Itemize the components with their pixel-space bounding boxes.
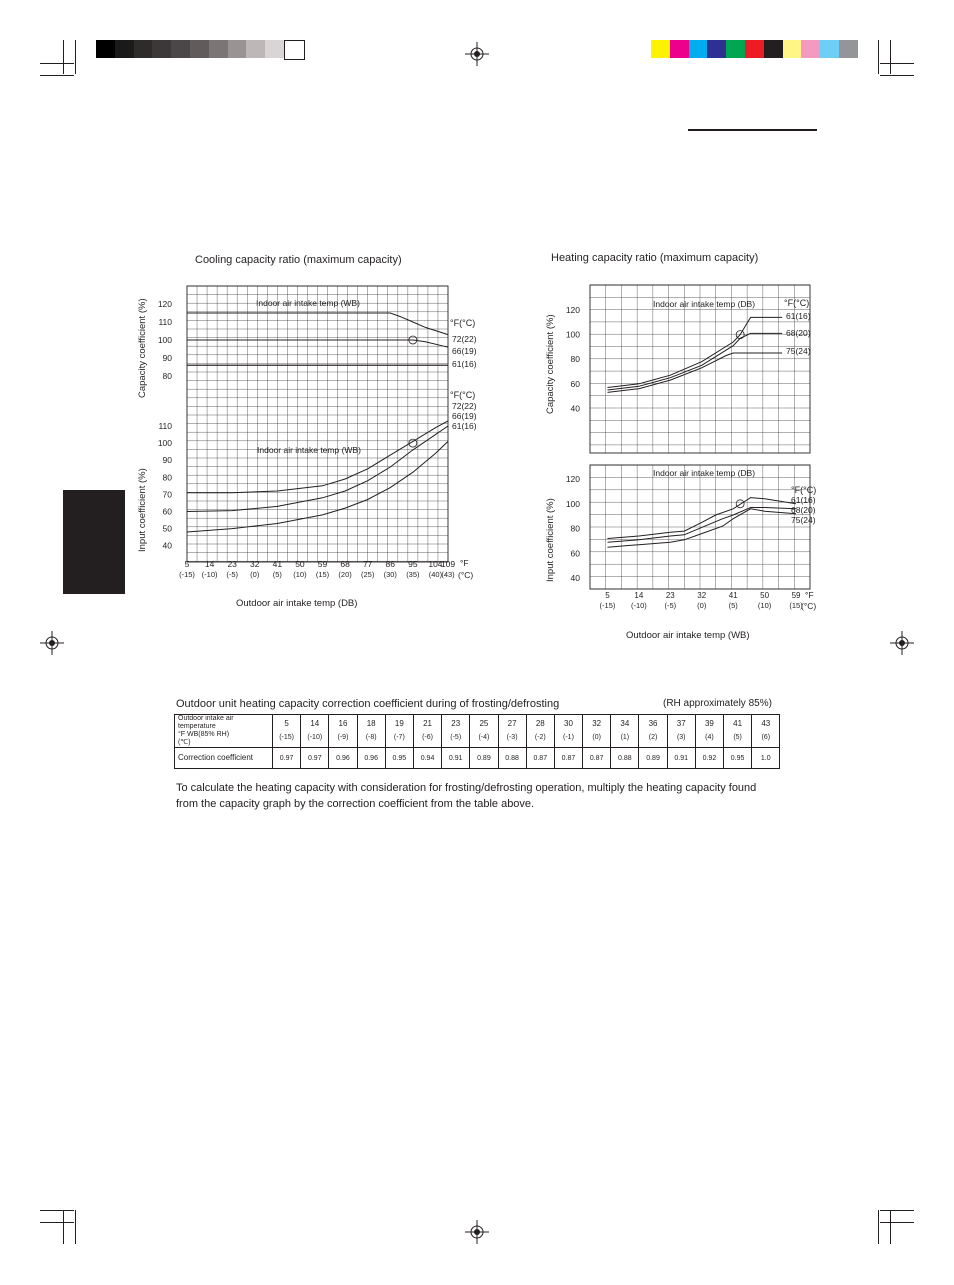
temperature-cell — [301, 715, 329, 748]
registration-target-icon — [465, 1220, 489, 1244]
x-tick-label-f: 109 — [440, 559, 456, 569]
crop-mark — [890, 40, 891, 74]
x-tick-label-c: (0) — [697, 601, 707, 610]
heating-input-note: Indoor air intake temp (DB) — [653, 468, 756, 478]
coefficient-cell: 0.89 — [470, 748, 498, 769]
heating-capacity-ylabel: Capacity coefficient (%) — [545, 314, 556, 414]
heating-input-ylabel: Input coefficient (%) — [545, 498, 556, 582]
x-tick-label-f: 68 — [340, 559, 350, 569]
input-series-line — [608, 508, 797, 543]
x-tick-label-f: 14 — [204, 559, 215, 569]
temp-c: (-15) — [279, 734, 294, 741]
temperature-cell — [498, 715, 526, 748]
temperature-cell — [695, 715, 723, 748]
header-line: Outdoor intake air — [178, 715, 234, 722]
heating-capacity-unit: °F(°C) — [784, 298, 810, 308]
x-tick-label-f: 50 — [295, 559, 305, 569]
table-row — [175, 715, 780, 748]
x-tick-label-f: 32 — [697, 591, 707, 600]
crop-mark — [880, 75, 914, 76]
header-line: temperature — [178, 723, 216, 730]
gray-swatch — [209, 40, 228, 58]
coefficient-cell: 0.96 — [329, 748, 357, 769]
coefficient-cell: 0.96 — [357, 748, 385, 769]
gray-swatch — [190, 40, 209, 58]
gray-swatch — [265, 40, 284, 58]
temp-f: 30 — [564, 719, 573, 728]
y-tick-label: 60 — [162, 506, 172, 517]
x-tick-label-f: 86 — [385, 559, 396, 569]
correction-table-title: Outdoor unit heating capacity correction coefficient during of frosting/defrosting — [176, 698, 560, 710]
gray-swatch — [115, 40, 134, 58]
x-tick-label-c: (-10) — [201, 570, 218, 579]
x-tick-label-c: (40) — [428, 570, 443, 579]
temperature-cell — [724, 715, 752, 748]
coefficient-cell: 0.91 — [667, 748, 695, 769]
temp-c: (3) — [676, 734, 686, 741]
temp-f: 21 — [423, 719, 432, 728]
capacity-series-label: 61(16) — [786, 311, 811, 321]
cooling-chart-title: Cooling capacity ratio (maximum capacity) — [195, 254, 402, 266]
crop-mark — [878, 1210, 879, 1244]
crop-mark — [880, 1222, 914, 1223]
temp-c: (-1) — [563, 734, 574, 741]
coefficient-cell: 0.87 — [554, 748, 582, 769]
y-tick-label: 80 — [162, 472, 172, 483]
temp-f: 28 — [535, 719, 545, 728]
temp-f: 37 — [676, 719, 686, 728]
crop-mark — [63, 1210, 64, 1244]
y-tick-label: 50 — [162, 523, 172, 534]
y-tick-label: 90 — [162, 455, 172, 466]
x-tick-label-f: 41 — [728, 591, 738, 600]
temp-f: 18 — [366, 719, 376, 728]
explanation-paragraph: To calculate the heating capacity with consideration for frosting/defrosting operation, multiply the heating capacity found from the capacity graph by the correction coefficient from the table above. — [176, 782, 757, 810]
y-tick-label: 60 — [570, 548, 580, 559]
gray-swatch — [228, 40, 247, 58]
x-tick-label-c: (35) — [406, 570, 420, 579]
y-tick-label: 40 — [162, 540, 172, 551]
x-tick-label-f: 23 — [665, 591, 675, 600]
cooling-input-note: Indoor air intake temp (WB) — [257, 445, 361, 455]
table-row — [175, 748, 780, 769]
capacity-series-label: 75(24) — [786, 346, 811, 356]
header-rule — [688, 129, 817, 131]
input-series-label: 61(16) — [791, 495, 816, 505]
temp-f: 43 — [761, 719, 771, 728]
temperature-cell — [752, 715, 780, 748]
temp-f: 27 — [507, 719, 517, 728]
registration-target-icon — [40, 631, 64, 655]
x-tick-label-c: (30) — [383, 570, 397, 579]
crop-mark — [878, 40, 879, 74]
x-tick-label-c: (5) — [272, 570, 282, 579]
gray-swatch — [152, 40, 171, 58]
y-tick-label: 40 — [570, 403, 580, 414]
crop-mark — [890, 1210, 891, 1244]
temperature-cell — [357, 715, 385, 748]
x-tick-label-c: (-5) — [664, 601, 677, 610]
temperature-cell — [413, 715, 441, 748]
coefficient-cell: 0.89 — [639, 748, 667, 769]
crop-mark — [40, 1222, 74, 1223]
x-tick-label-f: 59 — [791, 591, 801, 600]
crop-mark — [40, 63, 74, 64]
color-swatch — [726, 40, 745, 58]
y-tick-label: 100 — [157, 438, 172, 449]
y-tick-label: 70 — [162, 489, 172, 500]
crop-mark — [40, 75, 74, 76]
input-series-label: 72(22) — [452, 401, 477, 411]
coefficient-cell: 1.0 — [752, 748, 780, 769]
gray-swatch — [96, 40, 115, 58]
temp-c: (6) — [761, 734, 771, 741]
x-tick-label-f: 23 — [227, 559, 237, 569]
input-series-label: 68(20) — [791, 505, 816, 515]
cooling-input-ylabel: Input coefficient (%) — [137, 468, 148, 552]
capacity-series-line — [608, 333, 783, 390]
cooling-xlabel: Outdoor air intake temp (DB) — [236, 598, 358, 609]
temp-c: (1) — [620, 734, 630, 741]
coefficient-cell: 0.92 — [695, 748, 723, 769]
x-tick-label-c: (10) — [757, 601, 772, 610]
crop-mark — [40, 1210, 74, 1211]
temp-c: (-7) — [393, 734, 405, 741]
temp-c: (-6) — [422, 734, 433, 741]
x-tick-label-c: (5) — [728, 601, 738, 610]
heating-input-unit: °F(°C) — [791, 485, 817, 495]
heating-xlabel: Outdoor air intake temp (WB) — [626, 630, 750, 641]
header-line: °F WB(85% RH) — [178, 731, 230, 738]
color-swatch — [801, 40, 820, 58]
cooling-x-unit-f: °F — [460, 558, 469, 568]
color-swatch — [764, 40, 783, 58]
x-tick-label-c: (-5) — [226, 570, 239, 579]
heating-x-unit-c: (°C) — [801, 601, 817, 611]
x-tick-label-c: (10) — [293, 570, 307, 579]
temp-f: 32 — [592, 719, 602, 728]
temp-c: (5) — [733, 734, 742, 741]
color-swatch — [707, 40, 726, 58]
y-tick-label: 110 — [158, 421, 172, 431]
registration-target-icon — [465, 42, 489, 66]
capacity-series-label: 66(19) — [452, 346, 477, 356]
y-tick-label: 40 — [570, 573, 580, 584]
color-swatch — [651, 40, 670, 58]
input-series-label: 61(16) — [452, 421, 477, 431]
y-tick-label: 110 — [158, 317, 172, 327]
gray-swatch — [246, 40, 265, 58]
temp-c: (-8) — [365, 734, 377, 741]
crop-mark — [880, 1210, 914, 1211]
heating-capacity-note: Indoor air intake temp (DB) — [653, 299, 756, 309]
y-tick-label: 100 — [157, 335, 172, 345]
cooling-x-unit-c: (°C) — [458, 570, 474, 580]
x-tick-label-f: 41 — [272, 559, 283, 569]
temp-c: (-10) — [307, 734, 323, 741]
color-swatch — [670, 40, 689, 58]
temp-f: 25 — [479, 719, 489, 728]
x-tick-label-f: 5 — [184, 559, 190, 569]
temp-c: (0) — [592, 734, 601, 741]
temp-f: 36 — [648, 719, 658, 728]
cooling-input-unit: °F(°C) — [450, 390, 476, 400]
gray-swatch — [284, 40, 305, 60]
temp-c: (4) — [705, 734, 714, 741]
gray-swatch — [171, 40, 190, 58]
heating-chart-title: Heating capacity ratio (maximum capacity) — [551, 252, 759, 264]
input-series-label: 75(24) — [791, 515, 816, 525]
coefficient-cell: 0.87 — [526, 748, 554, 769]
temp-f: 5 — [284, 719, 289, 728]
coefficient-cell: 0.91 — [442, 748, 470, 769]
x-tick-label-f: 32 — [250, 559, 260, 569]
color-swatch — [839, 40, 858, 58]
crop-mark — [63, 40, 64, 74]
coefficient-cell: 0.88 — [611, 748, 639, 769]
capacity-series-label: 72(22) — [452, 334, 477, 344]
temp-f: 23 — [451, 719, 461, 728]
x-tick-label-c: (0) — [250, 570, 260, 579]
x-tick-label-f: 5 — [605, 591, 610, 600]
x-tick-label-f: 50 — [760, 591, 770, 600]
registration-target-icon — [890, 631, 914, 655]
temperature-cell — [470, 715, 498, 748]
cooling-capacity-note: Indoor air intake temp (WB) — [256, 298, 360, 308]
coefficient-cell: 0.87 — [583, 748, 611, 769]
temperature-cell — [329, 715, 357, 748]
capacity-series-label: 61(16) — [452, 359, 477, 369]
cooling-capacity-ylabel: Capacity coefficient (%) — [137, 298, 148, 398]
y-tick-label: 90 — [162, 353, 172, 363]
y-tick-label: 80 — [570, 523, 580, 534]
color-swatch — [783, 40, 802, 58]
temp-f: 34 — [620, 719, 630, 728]
temperature-cell — [273, 715, 301, 748]
temp-f: 39 — [704, 719, 714, 728]
heating-x-unit-f: °F — [805, 590, 814, 600]
coefficient-cell: 0.95 — [385, 748, 413, 769]
temperature-cell — [639, 715, 667, 748]
y-tick-label: 120 — [565, 305, 580, 315]
table-header-cell — [175, 715, 273, 748]
x-tick-label-c: (-15) — [179, 570, 195, 579]
temperature-cell — [442, 715, 470, 748]
x-tick-label-c: (15) — [315, 570, 330, 579]
color-swatch — [689, 40, 708, 58]
capacity-series-line — [608, 317, 783, 387]
temperature-cell — [526, 715, 554, 748]
y-tick-label: 120 — [157, 299, 172, 309]
gray-swatch — [134, 40, 153, 58]
y-tick-label: 120 — [565, 474, 580, 484]
coefficient-cell: 0.97 — [273, 748, 301, 769]
crop-mark — [880, 63, 914, 64]
temp-f: 19 — [394, 719, 404, 728]
temp-c: (-5) — [450, 734, 462, 741]
temperature-cell — [611, 715, 639, 748]
color-swatch — [820, 40, 839, 58]
y-tick-label: 80 — [570, 354, 580, 365]
x-tick-label-c: (25) — [361, 570, 375, 579]
temperature-cell — [385, 715, 413, 748]
y-tick-label: 100 — [565, 498, 580, 509]
x-tick-label-f: 14 — [634, 591, 644, 600]
x-tick-label-f: 95 — [408, 559, 418, 569]
coefficient-cell: 0.97 — [301, 748, 329, 769]
x-tick-label-c: (-15) — [599, 601, 616, 610]
temp-c: (-9) — [337, 734, 349, 741]
temp-f: 16 — [338, 719, 348, 728]
input-series-line — [608, 498, 797, 539]
temperature-cell — [667, 715, 695, 748]
crop-mark — [75, 40, 76, 74]
x-tick-label-c: (43) — [441, 570, 455, 579]
header-line: (℃) — [178, 739, 191, 746]
cooling-capacity-chart — [130, 282, 490, 612]
table-header-cell: Correction coefficient — [175, 748, 273, 769]
temp-c: (-3) — [506, 734, 518, 741]
capacity-series-label: 68(20) — [786, 328, 811, 338]
temperature-cell — [583, 715, 611, 748]
crop-mark — [75, 1210, 76, 1244]
temperature-cell — [554, 715, 582, 748]
side-tab — [63, 490, 125, 594]
correction-coefficient-table — [174, 714, 780, 769]
temp-c: (-4) — [478, 734, 490, 741]
temp-f: 14 — [310, 719, 320, 728]
color-swatch — [745, 40, 764, 58]
temp-c: (-2) — [534, 734, 546, 741]
y-tick-label: 60 — [570, 378, 580, 389]
y-tick-label: 80 — [162, 371, 172, 381]
coefficient-cell: 0.88 — [498, 748, 526, 769]
cooling-capacity-unit: °F(°C) — [450, 318, 476, 328]
x-tick-label-c: (20) — [338, 570, 352, 579]
x-tick-label-f: 77 — [362, 559, 373, 569]
y-tick-label: 100 — [565, 329, 580, 340]
input-series-label: 66(19) — [452, 411, 477, 421]
temp-c: (2) — [648, 734, 658, 741]
correction-table-note: (RH approximately 85%) — [663, 698, 772, 709]
temp-f: 41 — [733, 719, 743, 728]
coefficient-cell: 0.95 — [724, 748, 752, 769]
heating-capacity-chart — [540, 282, 840, 647]
x-tick-label-c: (-10) — [630, 601, 647, 610]
x-tick-label-c: (15) — [789, 601, 803, 610]
x-tick-label-f: 104 — [428, 559, 443, 569]
coefficient-cell: 0.94 — [413, 748, 441, 769]
x-tick-label-f: 59 — [317, 559, 328, 569]
